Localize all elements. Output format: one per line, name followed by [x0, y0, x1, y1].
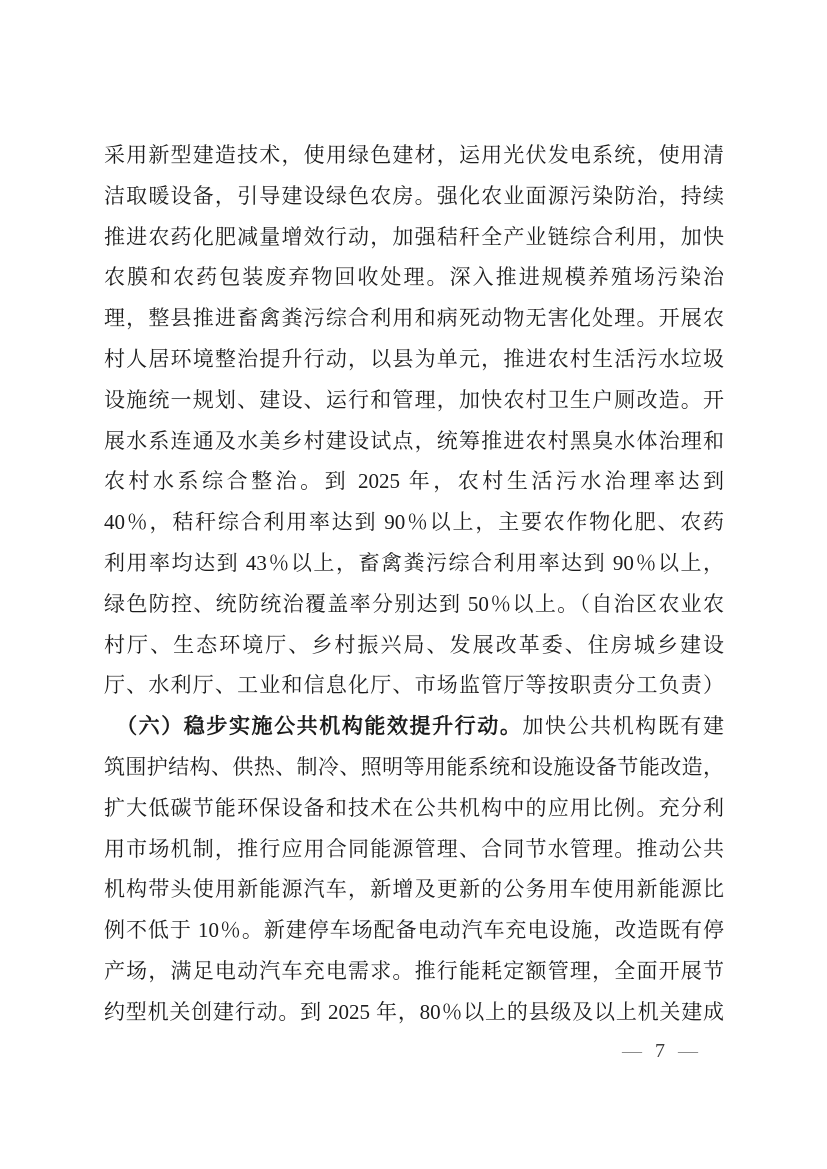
body-line: 厅、水利厅、工业和信息化厅、市场监管厅等按职责分工负责） [104, 673, 724, 698]
section-heading-text: （六）稳步实施公共机构能效提升行动。 [104, 714, 523, 739]
body-line: 筑围护结构、供热、制冷、照明等用能系统和设施设备节能改造， [104, 754, 724, 779]
body-line: 40％，秸秆综合利用率达到 90％以上，主要农作物化肥、农药 [104, 510, 724, 535]
body-line: 例不低于 10％。新建停车场配备电动汽车充电设施，改造既有停 [104, 918, 724, 943]
body-line: 推进农药化肥减量增效行动，加强秸秆全产业链综合利用，加快 [104, 224, 724, 249]
body-line: 机构带头使用新能源汽车，新增及更新的公务用车使用新能源比 [104, 877, 724, 902]
page-number: 7 [655, 1040, 665, 1062]
body-line: 村人居环境整治提升行动，以县为单元，推进农村生活污水垃圾 [104, 346, 724, 371]
page-footer [612, 1039, 708, 1063]
footer-dash-right: — [678, 1040, 698, 1062]
body-line: 约型机关创建行动。到 2025 年，80％以上的县级及以上机关建成 [104, 999, 724, 1024]
footer-dash-left: — [622, 1040, 642, 1062]
body-line: 设施统一规划、建设、运行和管理，加快农村卫生户厕改造。开 [104, 387, 724, 412]
body-line: 产场，满足电动汽车充电需求。推行能耗定额管理，全面开展节 [104, 958, 724, 983]
body-line: 农村水系综合整治。到 2025 年，农村生活污水治理率达到 [104, 469, 724, 494]
body-line-section-heading [104, 706, 724, 747]
body-line: 绿色防控、统防统治覆盖率分别达到 50％以上。（自治区农业农 [104, 591, 724, 616]
body-line: 展水系连通及水美乡村建设试点，统筹推进农村黑臭水体治理和 [104, 428, 724, 453]
body-line: 农膜和农药包装废弃物回收处理。深入推进规模养殖场污染治 [104, 265, 724, 290]
body-line: 采用新型建造技术，使用绿色建材，运用光伏发电系统，使用清 [104, 143, 724, 167]
body-line: 用市场机制，推行应用合同能源管理、合同节水管理。推动公共 [104, 836, 724, 861]
body-line: 利用率均达到 43％以上，畜禽粪污综合利用率达到 90％以上， [104, 550, 724, 575]
body-text [104, 135, 724, 1033]
body-line: 村厅、生态环境厅、乡村振兴局、发展改革委、住房城乡建设 [104, 632, 724, 657]
section-heading-continuation: 加快公共机构既有建 [522, 714, 724, 739]
body-line: 洁取暖设备，引导建设绿色农房。强化农业面源污染防治，持续 [104, 183, 724, 208]
body-line: 理，整县推进畜禽粪污综合利用和病死动物无害化处理。开展农 [104, 306, 724, 331]
body-line: 扩大低碳节能环保设备和技术在公共机构中的应用比例。充分利 [104, 795, 724, 820]
